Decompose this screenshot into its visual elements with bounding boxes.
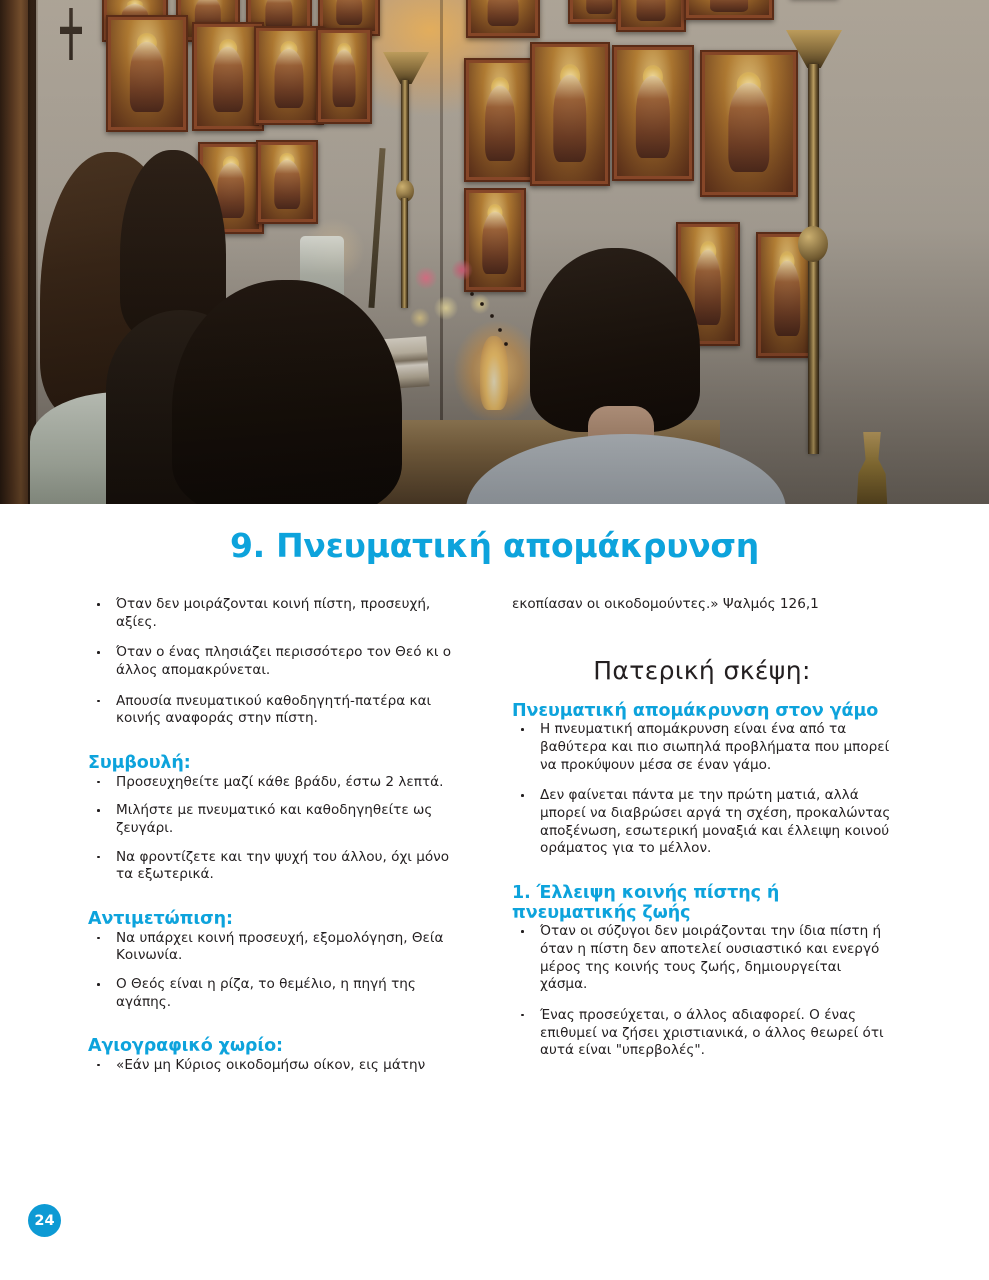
list-item [512,721,892,774]
list-item-text: Όταν δεν μοιράζονται κοινή πίστη, προσευχή, αξίες. [116,596,431,630]
section-heading-one: 1. Έλλειψη κοινής πίστης ή πνευματικής ζωής [512,882,780,923]
list-item [88,802,468,837]
icon-painting [316,28,372,124]
list-item-text: Μιλήστε με πνευματικό και καθοδηγηθείτε ως ζευγάρι. [116,802,433,836]
bullet-dot [97,603,100,606]
list-item [88,849,468,884]
icon-painting [464,58,536,182]
spacer [88,884,468,910]
right-column [512,596,892,1060]
icon-painting [254,26,324,125]
icon-painting [616,0,686,32]
bullet-dot [97,651,100,654]
bullet-dot [521,728,524,731]
bullet-dot [97,937,100,940]
icon-painting [466,0,540,38]
spacer [512,614,892,656]
left-column [88,596,468,1075]
torso [466,434,786,504]
icon-painting [256,140,318,224]
list-item [88,774,468,792]
spacer [88,1011,468,1037]
list-item [512,787,892,858]
marriage-bullet-list [512,721,892,858]
icon-painting [684,0,774,20]
candle-stand-shaft [401,80,409,190]
list-item-text: Να υπάρχει κοινή προσευχή, εξομολόγηση, Θεία Κοινωνία. [116,929,444,964]
person-figure [500,248,760,504]
bullet-dot [97,781,100,784]
page-number-badge: 24 [28,1204,61,1237]
list-item [88,1057,468,1075]
list-item-text: «Εάν μη Κύριος οικοδομήσω οίκον, εις μάτην [116,1056,426,1073]
verse-continuation: εκοπίασαν οι οικοδομούντες.» Ψαλμός 126,1 [512,596,819,612]
list-item [88,976,468,1011]
bullet-dot [97,856,100,859]
candle-stand-knob [798,226,828,262]
list-item [88,693,468,728]
section-heading-marriage: Πνευματική απομάκρυνση στον γάμο [512,700,879,721]
list-item [88,596,468,631]
treatment-bullet-list [88,930,468,1012]
list-item-text: Να φροντίζετε και την ψυχή του άλλου, όχι μόνο τα εξωτερικά. [116,848,450,883]
bullet-dot [97,1064,100,1067]
list-item [88,930,468,965]
bullet-dot [97,983,100,986]
list-item [512,923,892,994]
patristic-heading: Πατερική σκέψη: [593,655,811,685]
list-item-text: Όταν ο ένας πλησιάζει περισσότερο τον Θεό κι ο άλλος απομακρύνεται. [116,644,452,679]
list-item-text: Όταν οι σύζυγοι δεν μοιράζονται την ίδια πίστη ή όταν η πίστη δεν αποτελεί ουσιαστικό και ενεργό μέρος της κοινής τους ζωής, δημιουργείται χάσμα. [540,923,882,993]
list-item-text: Προσευχηθείτε μαζί κάθε βράδυ, έστω 2 λεπτά. [116,773,444,790]
spacer [88,728,468,754]
icon-painting [700,50,798,197]
page-title: 9. Πνευματική απομάκρυνση [230,526,759,565]
hair [172,280,402,504]
icon-painting [612,45,694,181]
section-heading-advice: Συμβουλή: [88,753,191,774]
list-item-text: Ο Θεός είναι η ρίζα, το θεμέλιο, η πηγή της αγάπης. [116,975,416,1010]
bullet-dot [521,930,524,933]
list-item-text: Απουσία πνευματικού καθοδηγητή-πατέρα και κοινής αναφοράς στην πίστη. [116,692,432,727]
list-item [88,644,468,679]
hair [530,248,700,432]
list-item-text: Η πνευματική απομάκρυνση είναι ένα από τα βαθύτερα και πιο σιωπηλά προβλήματα που μπορεί να προκύψουν μέσα σε έναν γάμο. [540,721,890,773]
list-item-text: Δεν φαίνεται πάντα με την πρώτη ματιά, αλλά μπορεί να διαβρώσει αργά τη σχέση, προκαλώντας αποξένωση, εσωτερική μοναξιά και έλλειψη κοινού οράματος για το μέλλον. [540,787,891,857]
section-heading-treatment: Αντιμετώπιση: [88,908,233,929]
intro-bullet-list [88,596,468,728]
list-item [512,1007,892,1060]
bullet-dot [97,700,100,703]
advice-bullet-list [88,774,468,884]
spacer [512,858,892,884]
bullet-dot [521,1014,524,1017]
bullet-dot [97,809,100,812]
spacer [512,685,892,702]
section-heading-scripture: Αγιογραφικό χωρίο: [88,1036,283,1057]
header-photograph [0,0,989,504]
section-one-bullet-list [512,923,892,1060]
icon-painting [530,42,610,186]
scripture-bullet-list [88,1057,468,1075]
icon-painting [106,15,188,132]
list-item-text: Ένας προσεύχεται, ο άλλος αδιαφορεί. Ο ένας επιθυμεί να ζήσει χριστιανικά, ο άλλος θεωρεί ότι αυτά είναι "υπερβολές". [540,1006,884,1059]
person-figure [172,280,422,504]
bullet-dot [521,794,524,797]
